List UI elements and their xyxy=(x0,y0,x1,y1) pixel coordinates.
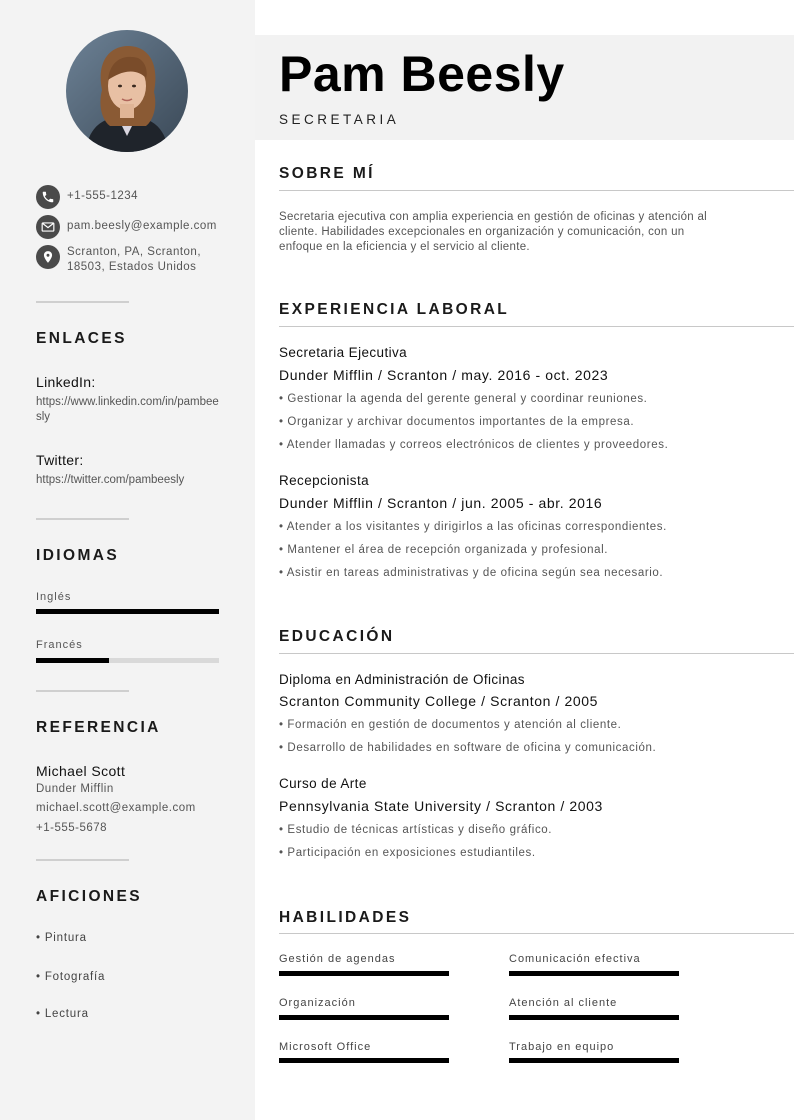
candidate-name: Pam Beesly xyxy=(279,46,565,102)
skill-level-bar xyxy=(509,971,679,976)
about-line: Secretaria ejecutiva con amplia experiencia en gestión de oficinas y atención al xyxy=(279,211,708,223)
reference-phone: +1-555-5678 xyxy=(36,822,108,834)
education-bullet: • Participación en exposiciones estudiantiles. xyxy=(279,847,536,859)
experience-bullet: • Atender llamadas y correos electrónicos de clientes y proveedores. xyxy=(279,439,669,451)
experience-bullet: • Asistir en tareas administrativas y de oficina según sea necesario. xyxy=(279,567,664,579)
skill-name: Atención al cliente xyxy=(509,997,618,1009)
about-heading: SOBRE MÍ xyxy=(279,165,375,182)
hobby-item: • Pintura xyxy=(36,932,87,944)
divider xyxy=(36,690,129,692)
profile-photo xyxy=(66,30,188,152)
education-bullet: • Desarrollo de habilidades en software de oficina y comunicación. xyxy=(279,742,657,754)
twitter-link[interactable]: https://twitter.com/pambeesly xyxy=(36,474,185,486)
candidate-title: SECRETARIA xyxy=(279,112,400,127)
language-name: Inglés xyxy=(36,591,72,603)
contact-email-text: pam.beesly@example.com xyxy=(67,220,217,232)
experience-bullet: • Mantener el área de recepción organizada y profesional. xyxy=(279,544,609,556)
header-band xyxy=(255,35,794,140)
section-rule xyxy=(279,933,794,934)
contact-phone-text: +1-555-1234 xyxy=(67,190,139,202)
experience-org: Dunder Mifflin / Scranton / jun. 2005 - abr. 2016 xyxy=(279,495,603,511)
skill-level-fill xyxy=(509,1058,679,1063)
skill-level-fill xyxy=(509,1015,679,1020)
about-line: cliente. Habilidades excepcionales en organización y comunicación, con un xyxy=(279,226,685,238)
divider xyxy=(36,859,129,861)
language-level-bar xyxy=(36,658,219,663)
education-school: Scranton Community College / Scranton / 2005 xyxy=(279,693,598,709)
education-degree: Diploma en Administración de Oficinas xyxy=(279,672,525,687)
section-rule xyxy=(279,326,794,327)
email-icon xyxy=(36,215,60,239)
linkedin-link[interactable]: https://www.linkedin.com/in/pambeesly xyxy=(36,396,219,423)
hobby-item: • Lectura xyxy=(36,1008,89,1020)
experience-org: Dunder Mifflin / Scranton / may. 2016 - oct. 2023 xyxy=(279,367,609,383)
reference-email: michael.scott@example.com xyxy=(36,802,196,814)
experience-role: Secretaria Ejecutiva xyxy=(279,345,408,360)
phone-icon xyxy=(36,185,60,209)
divider xyxy=(36,518,129,520)
skill-name: Gestión de agendas xyxy=(279,953,396,965)
contact-email xyxy=(36,215,217,239)
education-school: Pennsylvania State University / Scranton / 2003 xyxy=(279,798,603,814)
skill-level-bar xyxy=(279,1015,449,1020)
skills-heading: HABILIDADES xyxy=(279,909,412,926)
hobby-item: • Fotografía xyxy=(36,971,106,983)
education-heading: EDUCACIÓN xyxy=(279,628,395,645)
reference-company: Dunder Mifflin xyxy=(36,783,114,795)
twitter-label: Twitter: xyxy=(36,452,84,468)
skill-level-fill xyxy=(509,971,679,976)
contact-phone xyxy=(36,185,138,209)
address-line-2: 18503, Estados Unidos xyxy=(67,261,197,273)
sidebar xyxy=(0,0,255,1120)
skill-name: Microsoft Office xyxy=(279,1041,372,1053)
languages-heading: IDIOMAS xyxy=(36,547,120,564)
experience-bullet: • Atender a los visitantes y dirigirlos a las oficinas correspondientes. xyxy=(279,521,667,533)
hobbies-heading: AFICIONES xyxy=(36,888,142,905)
main-content xyxy=(255,0,794,1120)
skill-name: Comunicación efectiva xyxy=(509,953,641,965)
section-rule xyxy=(279,190,794,191)
skill-name: Trabajo en equipo xyxy=(509,1041,615,1053)
reference-heading: REFERENCIA xyxy=(36,719,161,736)
reference-name: Michael Scott xyxy=(36,763,126,779)
about-line: enfoque en la eficiencia y el servicio al cliente. xyxy=(279,241,530,253)
address-line-1: Scranton, PA, Scranton, xyxy=(67,246,202,258)
skill-level-fill xyxy=(279,971,449,976)
language-level-fill xyxy=(36,609,219,614)
links-heading: ENLACES xyxy=(36,330,127,347)
divider xyxy=(36,301,129,303)
experience-heading: EXPERIENCIA LABORAL xyxy=(279,301,510,318)
skill-level-bar xyxy=(279,971,449,976)
skill-level-fill xyxy=(279,1058,449,1063)
experience-bullet: • Organizar y archivar documentos importantes de la empresa. xyxy=(279,416,635,428)
about-text xyxy=(279,210,779,255)
language-level-fill xyxy=(36,658,109,663)
education-degree: Curso de Arte xyxy=(279,776,367,791)
education-bullet: • Formación en gestión de documentos y atención al cliente. xyxy=(279,719,622,731)
skill-level-bar xyxy=(509,1015,679,1020)
language-level-bar xyxy=(36,609,219,614)
contact-address xyxy=(36,245,201,275)
location-pin-icon xyxy=(36,245,60,269)
linkedin-label: LinkedIn: xyxy=(36,374,96,390)
experience-role: Recepcionista xyxy=(279,473,369,488)
experience-bullet: • Gestionar la agenda del gerente general y coordinar reuniones. xyxy=(279,393,648,405)
skill-level-bar xyxy=(509,1058,679,1063)
language-name: Francés xyxy=(36,639,83,651)
skill-level-fill xyxy=(279,1015,449,1020)
education-bullet: • Estudio de técnicas artísticas y diseño gráfico. xyxy=(279,824,553,836)
skill-name: Organización xyxy=(279,997,356,1009)
section-rule xyxy=(279,653,794,654)
contact-address-text xyxy=(67,245,201,275)
skill-level-bar xyxy=(279,1058,449,1063)
